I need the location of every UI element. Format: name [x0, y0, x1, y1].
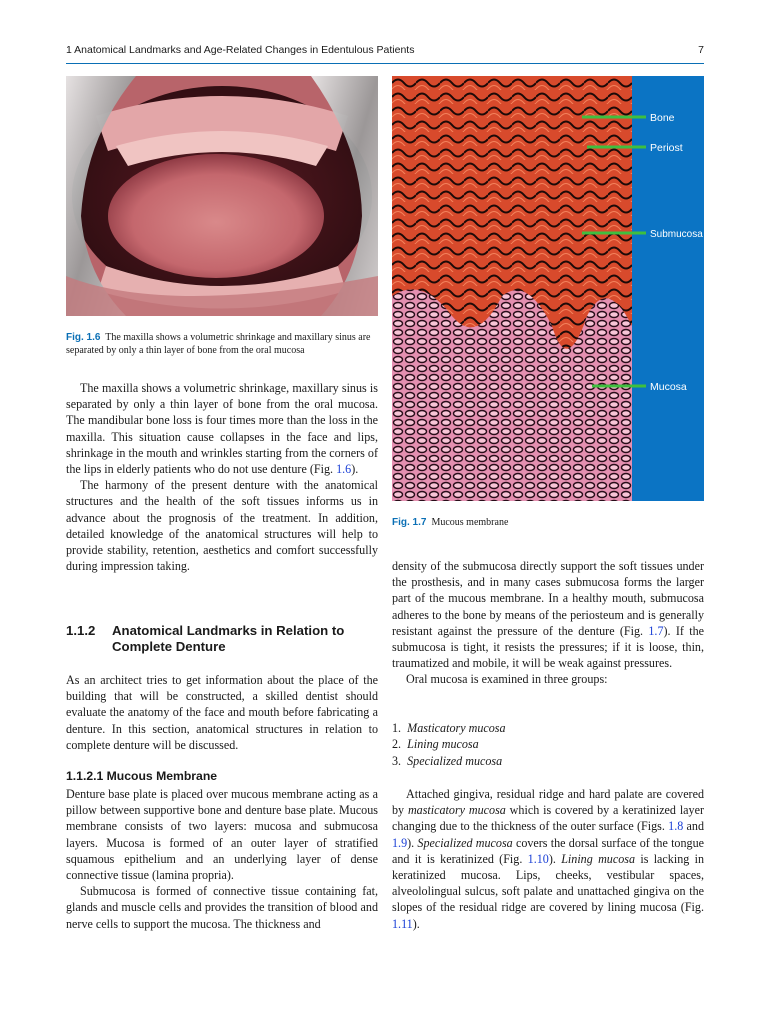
label-submucosa: Submucosa — [650, 229, 703, 240]
header-rule — [66, 63, 704, 64]
page-number: 7 — [698, 44, 704, 56]
right-column-intro — [392, 558, 704, 688]
section-number: 1.1.2 — [66, 623, 96, 638]
paragraph: The maxilla shows a volumetric shrinkage, maxillary sinus is separated by only a thin layer of bone from the oral mucosa. The mandibular bone loss is four times more than the loss in the maxilla. This situation cause collapses in the face and lips, shrinkage in the mouth and wrinkles starting from the corners of the lips in elderly patients who do not use denture (Fig. 1.6). — [66, 381, 378, 477]
figure-1-6-label: Fig. 1.6 — [66, 332, 101, 343]
figure-reference[interactable]: 1.8 — [668, 819, 684, 834]
figure-1-7-caption-text: Mucous membrane — [431, 517, 509, 528]
paragraph: Attached gingiva, residual ridge and hard palate are covered by masticatory mucosa which is covered by a keratinized layer changing due to the thickness of the outer surface (Figs. 1.8 and 1.9). Specialized mucosa covers the dorsal surface of the tongue and it is keratinized (Fig. 1.10). Lining mucosa is lacking in keratinized mucosa. Lips, cheeks, vestibular spaces, alveololingual sulcus, soft palate and unattached gingiva on the slopes of the residual ridge are covered by lining mucosa (Fig. 1.11). — [392, 787, 705, 931]
list-item: 1. Masticatory mucosa — [392, 721, 506, 735]
label-mucosa: Mucosa — [650, 381, 687, 393]
figure-reference[interactable]: 1.6 — [336, 462, 352, 477]
figure-1-6-photo — [66, 76, 378, 316]
paragraph: Submucosa is formed of connective tissue containing fat, glands and muscle cells and provides the transition of blood and nerve cells to support the mucosa. The thickness and — [66, 884, 378, 931]
left-column-section-intro — [66, 672, 378, 753]
mucosa-types-list — [392, 720, 506, 769]
paragraph: Oral mucosa is examined in three groups: — [406, 672, 608, 687]
mucous-membrane-illustration — [392, 76, 704, 501]
figure-1-7-histology — [392, 76, 704, 501]
running-header — [66, 44, 704, 62]
label-bone: Bone — [650, 112, 675, 124]
paragraph: Denture base plate is placed over mucous membrane acting as a pillow between supportive bone and denture base plate. Mucous membrane consists of two layers: mucosa and submucosa layers. Mucosa is formed of an outer layer of stratified squamous epithelium and an underlying layer of dense connective tissue (lamina propria). — [66, 787, 378, 883]
figure-1-6-caption-text: The maxilla shows a volumetric shrinkage and maxillary sinus are separated by only a thin layer of bone from the oral mucosa — [66, 332, 371, 356]
paragraph: The harmony of the present denture with the anatomical structures and the health of the soft tissues informs us in advance about the prognosis of the treatment. In addition, detailed knowledge of the anatomical structures will help to provide stability, retention, aesthetics and comfort successfully during impression taking. — [66, 478, 378, 574]
label-periost: Periost — [650, 142, 683, 154]
left-column-intro — [66, 380, 378, 574]
right-column-mucosa-types — [392, 786, 704, 932]
list-item: 3. Specialized mucosa — [392, 753, 503, 768]
figure-reference[interactable]: 1.9 — [392, 835, 408, 850]
subsection-heading: 1.1.2.1 Mucous Membrane — [66, 769, 218, 783]
figure-1-6-caption — [66, 332, 378, 357]
figure-1-7-caption — [392, 517, 704, 530]
paragraph: density of the submucosa directly support the soft tissues under the prosthesis, and in many cases submucosa forms the larger part of the mucous membrane. In a healthy mouth, submucosa adheres to the bone by means of the periosteum and is generally resistant against the pressure of the denture (Fig. 1.7). If the submucosa is tight, it resists the pressures; if it is loose, thin, traumatized and mobile, it will be weak against pressures. — [392, 559, 704, 671]
left-column-mucous-membrane — [66, 786, 378, 932]
chapter-title: 1 Anatomical Landmarks and Age-Related Changes in Edentulous Patients — [66, 44, 415, 56]
section-title: Anatomical Landmarks in Relation to Complete Denture — [112, 623, 345, 654]
paragraph: As an architect tries to get information about the place of the building that will be constructed, a skilled dentist should evaluate the anatomy of the face and mouth before fabricating a denture. In this section, anatomical structures in relation to complete denture will be discussed. — [66, 673, 378, 752]
oral-cavity-illustration — [66, 76, 378, 316]
list-item: 2. Lining mucosa — [392, 737, 479, 752]
figure-1-7-label: Fig. 1.7 — [392, 517, 427, 528]
figure-reference[interactable]: 1.7 — [648, 623, 664, 638]
figure-reference[interactable]: 1.11 — [392, 916, 413, 931]
figure-reference[interactable]: 1.10 — [527, 851, 549, 866]
